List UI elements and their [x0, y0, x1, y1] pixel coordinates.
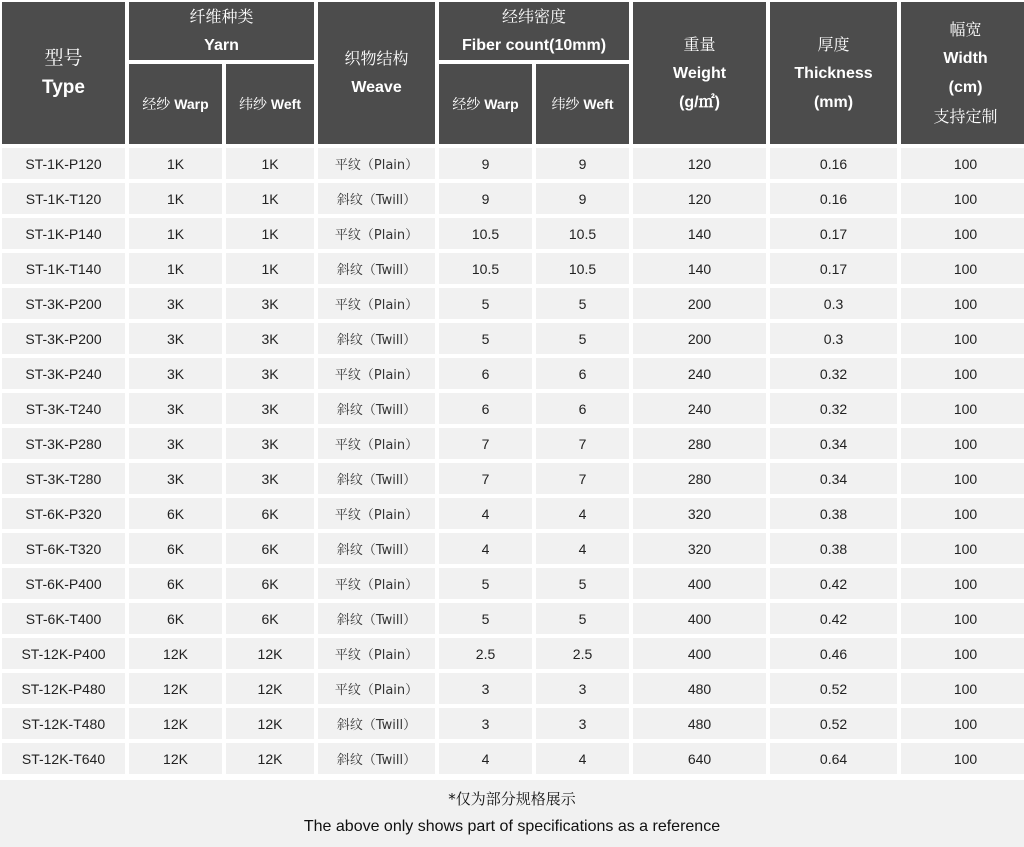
count-weft-cell: 6 [536, 393, 629, 424]
thickness-cell: 0.52 [770, 708, 897, 739]
count-warp-header [439, 64, 532, 144]
weave-cell: 平纹（Plain） [318, 673, 435, 704]
count-weft-cell: 4 [536, 533, 629, 564]
width-cell: 100 [901, 148, 1024, 179]
weave-cell: 平纹（Plain） [318, 498, 435, 529]
yarn-warp-en: Warp [174, 95, 209, 112]
count-weft-cell: 2.5 [536, 638, 629, 669]
weave-cell: 平纹（Plain） [318, 218, 435, 249]
type-cell: ST-3K-P200 [2, 323, 125, 354]
thickness-unit: (mm) [813, 93, 854, 111]
yarn-warp-cell: 1K [129, 183, 222, 214]
yarn-warp-cell: 12K [129, 708, 222, 739]
footer-note-en: The above only shows part of specifications as a reference [303, 818, 721, 835]
thickness-header-zh: 厚度 [817, 34, 850, 54]
thickness-cell: 0.17 [770, 218, 897, 249]
thickness-cell: 0.52 [770, 673, 897, 704]
yarn-warp-cell: 1K [129, 148, 222, 179]
yarn-weft-cell: 6K [226, 498, 314, 529]
table-row [2, 288, 1024, 319]
type-header-en: Type [42, 77, 85, 98]
table-row [2, 183, 1024, 214]
table-row [2, 673, 1024, 704]
weave-cell: 平纹（Plain） [318, 568, 435, 599]
weight-cell: 640 [633, 743, 766, 774]
width-header-zh: 幅宽 [949, 20, 982, 39]
count-weft-en: Weft [583, 95, 614, 112]
footer-note-zh: *仅为部分规格展示 [448, 790, 576, 808]
thickness-cell: 0.38 [770, 533, 897, 564]
yarn-weft-cell: 12K [226, 708, 314, 739]
yarn-weft-cell: 1K [226, 148, 314, 179]
weave-cell: 斜纹（Twill） [318, 323, 435, 354]
weave-cell: 平纹（Plain） [318, 428, 435, 459]
yarn-header-en: Yarn [204, 37, 239, 54]
yarn-weft-en: Weft [270, 95, 301, 112]
count-weft-cell: 7 [536, 463, 629, 494]
table-row [2, 393, 1024, 424]
yarn-weft-cell: 1K [226, 253, 314, 284]
table-row [2, 428, 1024, 459]
footer [0, 780, 1024, 847]
yarn-warp-cell: 1K [129, 253, 222, 284]
count-warp-cell: 5 [439, 288, 532, 319]
yarn-weft-cell: 3K [226, 428, 314, 459]
yarn-warp-cell: 3K [129, 288, 222, 319]
count-warp-cell: 5 [439, 568, 532, 599]
count-weft-zh: 纬纱 [551, 96, 580, 113]
table-row [2, 603, 1024, 634]
yarn-warp-zh: 经纱 [142, 96, 171, 113]
yarn-warp-cell: 3K [129, 358, 222, 389]
weight-cell: 120 [633, 148, 766, 179]
count-weft-cell: 10.5 [536, 218, 629, 249]
count-weft-cell: 3 [536, 673, 629, 704]
yarn-weft-header [226, 64, 314, 144]
yarn-weft-cell: 1K [226, 218, 314, 249]
weight-cell: 480 [633, 708, 766, 739]
count-warp-cell: 4 [439, 498, 532, 529]
type-cell: ST-12K-T640 [2, 743, 125, 774]
weave-cell: 斜纹（Twill） [318, 183, 435, 214]
weight-header [633, 2, 766, 144]
width-cell: 100 [901, 603, 1024, 634]
yarn-warp-cell: 3K [129, 323, 222, 354]
count-weft-cell: 3 [536, 708, 629, 739]
weave-cell: 平纹（Plain） [318, 148, 435, 179]
type-cell: ST-12K-T480 [2, 708, 125, 739]
type-cell: ST-6K-T320 [2, 533, 125, 564]
table-row [2, 708, 1024, 739]
weight-cell: 240 [633, 358, 766, 389]
count-warp-cell: 9 [439, 148, 532, 179]
width-cell: 100 [901, 218, 1024, 249]
weave-header-zh: 织物结构 [344, 49, 409, 68]
yarn-weft-cell: 3K [226, 393, 314, 424]
yarn-warp-cell: 12K [129, 673, 222, 704]
table-row [2, 148, 1024, 179]
type-cell: ST-6K-P320 [2, 498, 125, 529]
weight-unit: (g/㎡) [679, 93, 720, 111]
yarn-warp-cell: 6K [129, 568, 222, 599]
weight-cell: 280 [633, 428, 766, 459]
weight-cell: 120 [633, 183, 766, 214]
yarn-warp-cell: 3K [129, 428, 222, 459]
weave-cell: 斜纹（Twill） [318, 603, 435, 634]
yarn-warp-cell: 6K [129, 533, 222, 564]
weight-cell: 200 [633, 288, 766, 319]
type-cell: ST-1K-P140 [2, 218, 125, 249]
count-header [439, 2, 629, 60]
count-warp-cell: 10.5 [439, 253, 532, 284]
yarn-weft-cell: 3K [226, 323, 314, 354]
table-row [2, 358, 1024, 389]
table-row [2, 568, 1024, 599]
yarn-weft-cell: 3K [226, 358, 314, 389]
thickness-cell: 0.16 [770, 148, 897, 179]
weave-cell: 斜纹（Twill） [318, 393, 435, 424]
thickness-cell: 0.46 [770, 638, 897, 669]
count-weft-cell: 10.5 [536, 253, 629, 284]
table-row [2, 218, 1024, 249]
yarn-warp-cell: 1K [129, 218, 222, 249]
count-warp-cell: 3 [439, 673, 532, 704]
weave-header-en: Weave [351, 79, 402, 96]
weight-cell: 200 [633, 323, 766, 354]
table-row [2, 638, 1024, 669]
table-row [2, 253, 1024, 284]
type-header-zh: 型号 [44, 47, 83, 69]
count-weft-cell: 4 [536, 743, 629, 774]
count-weft-cell: 9 [536, 148, 629, 179]
count-warp-cell: 7 [439, 428, 532, 459]
count-weft-cell: 5 [536, 568, 629, 599]
weight-header-zh: 重量 [683, 34, 716, 54]
type-cell: ST-6K-P400 [2, 568, 125, 599]
yarn-warp-cell: 6K [129, 603, 222, 634]
width-cell: 100 [901, 568, 1024, 599]
yarn-weft-cell: 6K [226, 603, 314, 634]
thickness-cell: 0.32 [770, 393, 897, 424]
weave-cell: 斜纹（Twill） [318, 463, 435, 494]
thickness-cell: 0.3 [770, 288, 897, 319]
width-cell: 100 [901, 498, 1024, 529]
weight-cell: 480 [633, 673, 766, 704]
width-cell: 100 [901, 743, 1024, 774]
yarn-weft-cell: 12K [226, 638, 314, 669]
yarn-warp-cell: 12K [129, 743, 222, 774]
count-warp-cell: 7 [439, 463, 532, 494]
count-header-en: Fiber count(10mm) [462, 37, 607, 54]
width-cell: 100 [901, 673, 1024, 704]
thickness-cell: 0.42 [770, 603, 897, 634]
yarn-warp-cell: 6K [129, 498, 222, 529]
table-row [2, 498, 1024, 529]
yarn-weft-cell: 12K [226, 743, 314, 774]
weight-cell: 320 [633, 533, 766, 564]
yarn-header-zh: 纤维种类 [189, 7, 254, 26]
thickness-header [770, 2, 897, 144]
type-cell: ST-1K-T140 [2, 253, 125, 284]
weave-cell: 平纹（Plain） [318, 638, 435, 669]
thickness-cell: 0.42 [770, 568, 897, 599]
count-weft-cell: 5 [536, 603, 629, 634]
weight-cell: 280 [633, 463, 766, 494]
type-cell: ST-12K-P480 [2, 673, 125, 704]
yarn-warp-cell: 12K [129, 638, 222, 669]
yarn-warp-cell: 3K [129, 463, 222, 494]
width-cell: 100 [901, 393, 1024, 424]
width-cell: 100 [901, 288, 1024, 319]
yarn-weft-cell: 1K [226, 183, 314, 214]
width-unit: (cm) [948, 79, 983, 96]
count-warp-zh: 经纱 [452, 96, 481, 113]
count-warp-cell: 2.5 [439, 638, 532, 669]
width-cell: 100 [901, 358, 1024, 389]
weave-cell: 斜纹（Twill） [318, 708, 435, 739]
count-warp-cell: 9 [439, 183, 532, 214]
type-cell: ST-6K-T400 [2, 603, 125, 634]
width-header-en: Width [943, 50, 988, 67]
yarn-weft-cell: 3K [226, 288, 314, 319]
yarn-weft-cell: 12K [226, 673, 314, 704]
spec-body [2, 148, 1024, 774]
width-cell: 100 [901, 638, 1024, 669]
type-cell: ST-3K-P240 [2, 358, 125, 389]
type-cell: ST-3K-T280 [2, 463, 125, 494]
count-warp-cell: 3 [439, 708, 532, 739]
width-cell: 100 [901, 428, 1024, 459]
yarn-warp-header [129, 64, 222, 144]
width-header [901, 2, 1024, 144]
width-cell: 100 [901, 533, 1024, 564]
count-weft-cell: 5 [536, 288, 629, 319]
thickness-cell: 0.64 [770, 743, 897, 774]
type-header [2, 2, 125, 144]
count-warp-cell: 5 [439, 323, 532, 354]
count-weft-cell: 9 [536, 183, 629, 214]
count-warp-cell: 6 [439, 393, 532, 424]
count-weft-cell: 6 [536, 358, 629, 389]
weight-cell: 400 [633, 568, 766, 599]
yarn-weft-cell: 3K [226, 463, 314, 494]
thickness-cell: 0.17 [770, 253, 897, 284]
thickness-cell: 0.34 [770, 428, 897, 459]
weight-cell: 140 [633, 218, 766, 249]
count-warp-cell: 10.5 [439, 218, 532, 249]
type-cell: ST-1K-P120 [2, 148, 125, 179]
weight-cell: 320 [633, 498, 766, 529]
weave-cell: 斜纹（Twill） [318, 253, 435, 284]
count-weft-cell: 7 [536, 428, 629, 459]
count-weft-cell: 4 [536, 498, 629, 529]
count-warp-cell: 4 [439, 743, 532, 774]
weight-cell: 240 [633, 393, 766, 424]
yarn-header [129, 2, 314, 60]
weight-cell: 400 [633, 638, 766, 669]
type-cell: ST-3K-P200 [2, 288, 125, 319]
table-row [2, 533, 1024, 564]
table-row [2, 743, 1024, 774]
weave-cell: 斜纹（Twill） [318, 743, 435, 774]
width-note: 支持定制 [933, 107, 998, 126]
count-weft-cell: 5 [536, 323, 629, 354]
thickness-cell: 0.38 [770, 498, 897, 529]
thickness-cell: 0.16 [770, 183, 897, 214]
thickness-cell: 0.32 [770, 358, 897, 389]
count-weft-header [536, 64, 629, 144]
weave-cell: 斜纹（Twill） [318, 533, 435, 564]
width-cell: 100 [901, 253, 1024, 284]
type-cell: ST-3K-P280 [2, 428, 125, 459]
count-warp-cell: 5 [439, 603, 532, 634]
thickness-cell: 0.3 [770, 323, 897, 354]
weave-cell: 平纹（Plain） [318, 288, 435, 319]
weight-cell: 140 [633, 253, 766, 284]
weight-header-en: Weight [673, 64, 727, 82]
yarn-warp-cell: 3K [129, 393, 222, 424]
count-warp-cell: 4 [439, 533, 532, 564]
width-cell: 100 [901, 323, 1024, 354]
yarn-weft-cell: 6K [226, 533, 314, 564]
count-header-zh: 经纬密度 [502, 7, 567, 26]
thickness-cell: 0.34 [770, 463, 897, 494]
count-warp-cell: 6 [439, 358, 532, 389]
type-cell: ST-1K-T120 [2, 183, 125, 214]
type-cell: ST-12K-P400 [2, 638, 125, 669]
table-row [2, 323, 1024, 354]
type-cell: ST-3K-T240 [2, 393, 125, 424]
weight-cell: 400 [633, 603, 766, 634]
yarn-weft-zh: 纬纱 [239, 96, 268, 113]
width-cell: 100 [901, 708, 1024, 739]
table-row [2, 463, 1024, 494]
weave-cell: 平纹（Plain） [318, 358, 435, 389]
count-warp-en: Warp [484, 95, 519, 112]
weave-header [318, 2, 435, 144]
thickness-header-en: Thickness [794, 64, 873, 82]
width-cell: 100 [901, 463, 1024, 494]
width-cell: 100 [901, 183, 1024, 214]
yarn-weft-cell: 6K [226, 568, 314, 599]
